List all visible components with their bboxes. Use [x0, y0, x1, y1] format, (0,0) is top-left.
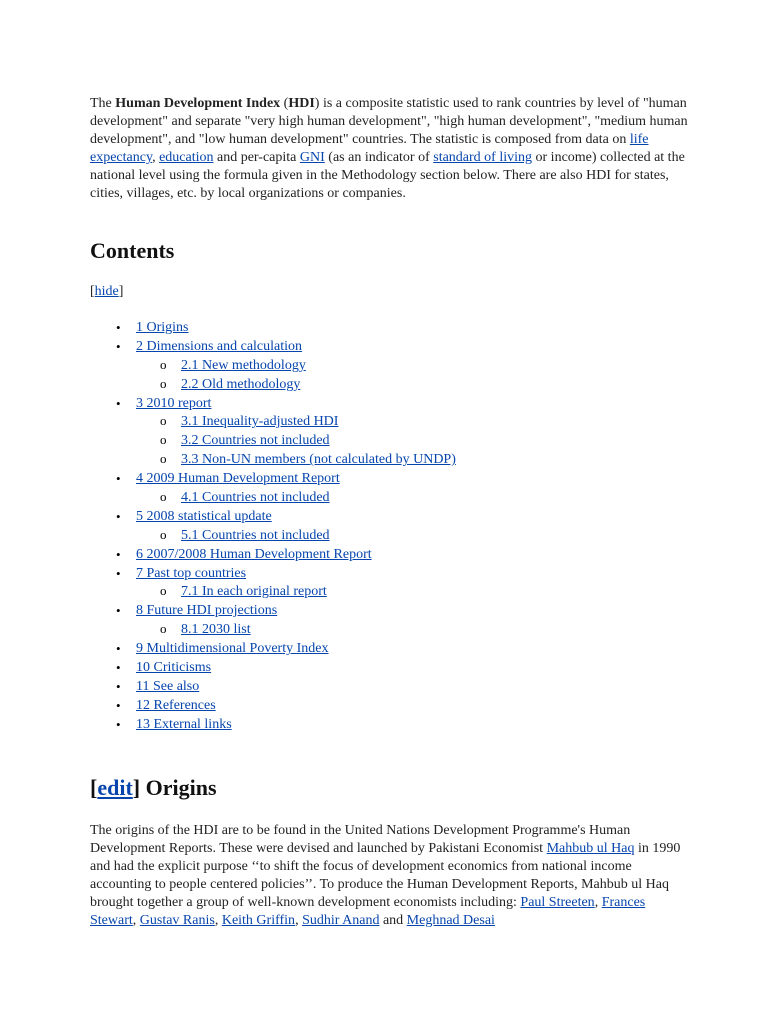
- toc-item: [136, 376, 696, 395]
- toc-item: [136, 357, 696, 376]
- toc-link[interactable]: 5.1 Countries not included: [181, 527, 330, 543]
- toc-link[interactable]: 5 2008 statistical update: [136, 508, 272, 524]
- intro-text: ,: [152, 150, 160, 165]
- separator: ,: [295, 913, 303, 928]
- intro-paragraph: [90, 95, 690, 203]
- toc-link[interactable]: 13 External links: [136, 716, 232, 732]
- toc-item: [136, 451, 696, 470]
- intro-term-hdi: HDI: [288, 96, 315, 111]
- link-education[interactable]: education: [159, 150, 214, 165]
- toc-item: [136, 395, 696, 414]
- toc-item: [136, 621, 696, 640]
- intro-text: and per-capita: [213, 150, 300, 165]
- link-frances-stewart[interactable]: Frances Stewart: [90, 895, 646, 928]
- toc-item: [136, 338, 696, 357]
- toc-link[interactable]: 3.1 Inequality-adjusted HDI: [181, 414, 339, 430]
- toc-item: [136, 565, 696, 584]
- toc-link[interactable]: 7.1 In each original report: [181, 584, 327, 600]
- intro-term-hdi-full: Human Development Index: [115, 96, 281, 111]
- toc-item: [136, 583, 696, 602]
- toc-link[interactable]: 6 2007/2008 Human Development Report: [136, 546, 372, 562]
- toc-item: [136, 319, 696, 338]
- conjunction: and: [379, 913, 407, 928]
- toc-link[interactable]: 11 See also: [136, 678, 200, 694]
- toc-item: [136, 470, 696, 489]
- link-life-expectancy[interactable]: life expectancy: [90, 132, 649, 165]
- link-gustav-ranis[interactable]: Gustav Ranis: [139, 913, 215, 928]
- contents-toggle: [90, 283, 690, 301]
- bracket-open: [: [90, 284, 95, 299]
- origins-text: in 1990 and had the explicit purpose ‘‘to shift the focus of development economics from national income accounting to people centered policies’’. To produce the Human Development Reports, Mahbub ul Haq brought together a group of well-known development economists including:: [90, 841, 681, 910]
- toc-item: [136, 678, 696, 697]
- hide-toc-link[interactable]: hide: [94, 284, 119, 299]
- intro-text: or income) collected at the national level using the formula given in the Methodology section below. There are also HDI for states, cities, villages, etc. by local organizations or companies.: [90, 150, 685, 201]
- bracket-close: ]: [132, 775, 141, 800]
- link-meghnad-desai[interactable]: Meghnad Desai: [406, 913, 495, 928]
- toc-link[interactable]: 8 Future HDI projections: [136, 603, 278, 619]
- toc-link[interactable]: 7 Past top countries: [136, 565, 247, 581]
- toc-link[interactable]: 3.3 Non-UN members (not calculated by UNDP): [181, 452, 456, 468]
- origins-title-text: Origins: [140, 775, 217, 800]
- intro-text: ) is a composite statistic used to rank countries by level of "human development" and separate "very high human development", "high human development", "medium human development", and "low human development" countries. The statistic is composed from data on: [90, 96, 688, 147]
- toc-item: [136, 640, 696, 659]
- toc-link[interactable]: 8.1 2030 list: [181, 622, 251, 638]
- toc-link[interactable]: 12 References: [136, 697, 216, 713]
- intro-text: (: [280, 96, 289, 111]
- toc-link[interactable]: 3 2010 report: [136, 395, 212, 411]
- toc-link[interactable]: 2.1 New methodology: [181, 357, 306, 373]
- link-mahbub-ul-haq[interactable]: Mahbub ul Haq: [546, 841, 635, 856]
- edit-section-link[interactable]: edit: [97, 775, 133, 800]
- toc-item: [136, 432, 696, 451]
- origins-heading: [90, 774, 690, 802]
- separator: ,: [132, 913, 140, 928]
- intro-text: (as an indicator of: [324, 150, 434, 165]
- toc-link[interactable]: 4 2009 Human Development Report: [136, 471, 340, 487]
- toc-item: [136, 527, 696, 546]
- toc-item: [136, 489, 696, 508]
- bracket-close: ]: [118, 284, 124, 299]
- link-gni[interactable]: GNI: [299, 150, 325, 165]
- toc-link[interactable]: 1 Origins: [136, 320, 189, 335]
- link-paul-streeten[interactable]: Paul Streeten: [520, 895, 595, 910]
- origins-paragraph: [90, 822, 690, 930]
- toc-link[interactable]: 2.2 Old methodology: [181, 376, 301, 392]
- separator: ,: [594, 895, 602, 910]
- contents-heading: Contents: [90, 238, 175, 263]
- bracket-open: [: [90, 775, 98, 800]
- separator: ,: [214, 913, 222, 928]
- toc-item: [136, 659, 696, 678]
- link-sudhir-anand[interactable]: Sudhir Anand: [302, 913, 380, 928]
- toc-link[interactable]: 9 Multidimensional Poverty Index: [136, 641, 329, 657]
- intro-text: The: [90, 96, 116, 111]
- toc-item: [136, 602, 696, 621]
- toc-item: [136, 508, 696, 527]
- link-keith-griffin[interactable]: Keith Griffin: [221, 913, 296, 928]
- table-of-contents: [136, 319, 696, 735]
- toc-item: [136, 697, 696, 716]
- toc-item: [136, 413, 696, 432]
- toc-link[interactable]: 2 Dimensions and calculation: [136, 338, 303, 354]
- toc-link[interactable]: 10 Criticisms: [136, 660, 212, 676]
- toc-link[interactable]: 3.2 Countries not included: [181, 433, 330, 449]
- link-standard-of-living[interactable]: standard of living: [433, 150, 533, 165]
- toc-link[interactable]: 4.1 Countries not included: [181, 490, 330, 506]
- toc-item: [136, 716, 696, 735]
- origins-text: The origins of the HDI are to be found in the United Nations Development Programme's Human Development Reports. These were devised and launched by Pakistani Economist: [90, 823, 631, 856]
- toc-item: [136, 546, 696, 565]
